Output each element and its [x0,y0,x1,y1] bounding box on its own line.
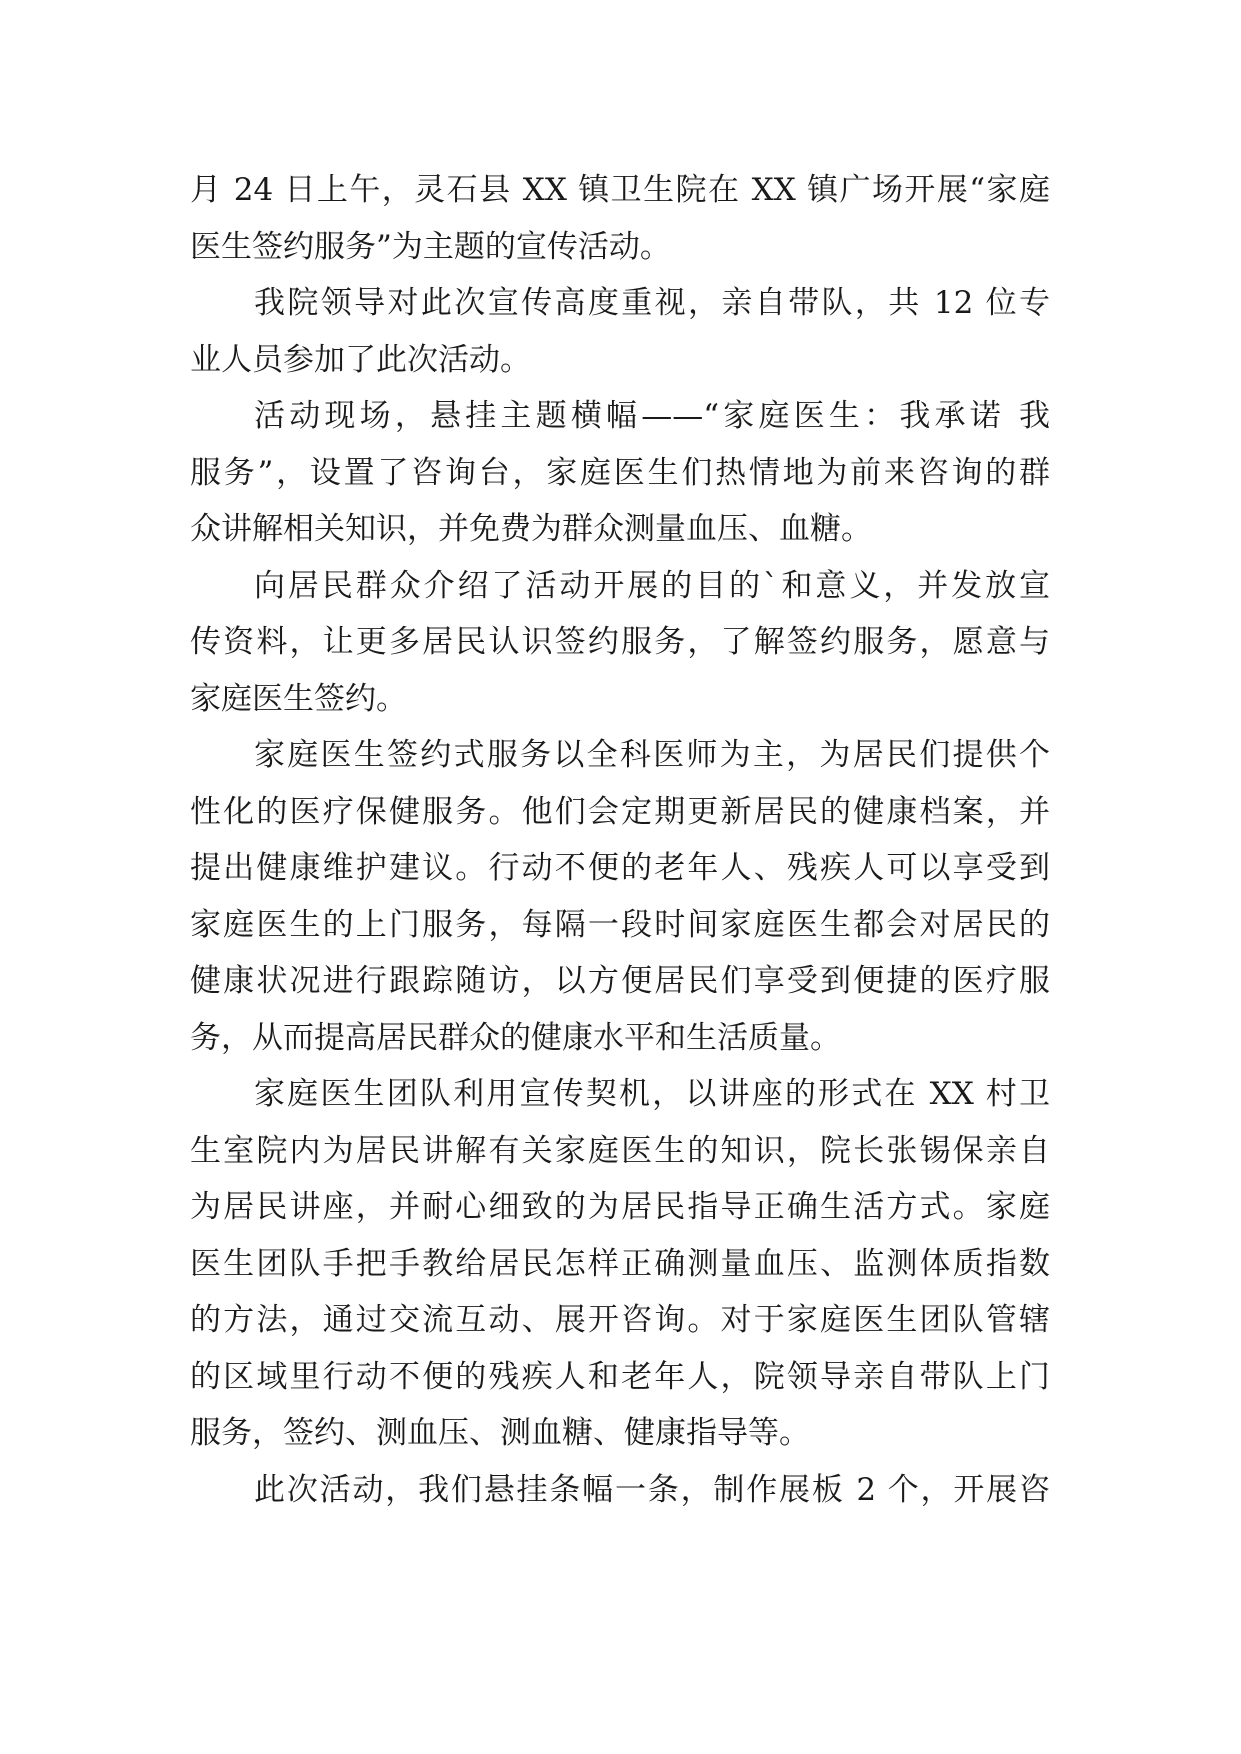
text-line: 服务，签约、测血压、测血糖、健康指导等。 [190,1415,810,1451]
text-line: 向居民群众介绍了活动开展的目的`和意义，并发放宣 [254,567,1050,604]
text-line: 我院领导对此次宣传高度重视，亲自带队，共 12 位专 [254,285,1050,321]
text-line: 医生签约服务”为主题的宣传活动。 [190,228,671,265]
text-line: 性化的医疗保健服务。他们会定期更新居民的健康档案，并 [190,793,1050,830]
text-line: 服务”，设置了咨询台，家庭医生们热情地为前来咨询的群 [190,454,1050,491]
text-line: 此次活动，我们悬挂条幅一条，制作展板 2 个，开展咨 [254,1471,1050,1508]
text-line: 传资料，让更多居民认识签约服务，了解签约服务，愿意与 [190,624,1050,660]
text-line: 家庭医生团队利用宣传契机，以讲座的形式在 XX 村卫 [254,1076,1050,1112]
text-line: 业人员参加了此次活动。 [190,341,531,378]
text-line: 活动现场，悬挂主题横幅——“家庭医生：我承诺 我 [254,398,1050,434]
text-line: 的方法，通过交流互动、展开咨询。对于家庭医生团队管辖 [190,1302,1050,1338]
text-line: 家庭医生的上门服务，每隔一段时间家庭医生都会对居民的 [190,906,1050,943]
text-line: 生室院内为居民讲解有关家庭医生的知识，院长张锡保亲自 [190,1132,1050,1169]
text-line: 月 24 日上午，灵石县 XX 镇卫生院在 XX 镇广场开展“家庭 [190,172,1050,208]
text-line: 为居民讲座，并耐心细致的为居民指导正确生活方式。家庭 [190,1189,1050,1225]
text-line: 家庭医生签约式服务以全科医师为主，为居民们提供个 [254,737,1050,773]
text-line: 健康状况进行跟踪随访，以方便居民们享受到便捷的医疗服 [190,963,1050,999]
document-body [190,162,1050,1518]
text-line: 家庭医生签约。 [190,680,407,717]
text-line: 的区域里行动不便的残疾人和老年人，院领导亲自带队上门 [190,1358,1050,1395]
text-line: 提出健康维护建议。行动不便的老年人、残疾人可以享受到 [190,850,1050,886]
text-line: 务，从而提高居民群众的健康水平和生活质量。 [190,1019,841,1056]
text-line: 众讲解相关知识，并免费为群众测量血压、血糖。 [190,511,872,547]
text-line: 医生团队手把手教给居民怎样正确测量血压、监测体质指数 [190,1245,1050,1282]
